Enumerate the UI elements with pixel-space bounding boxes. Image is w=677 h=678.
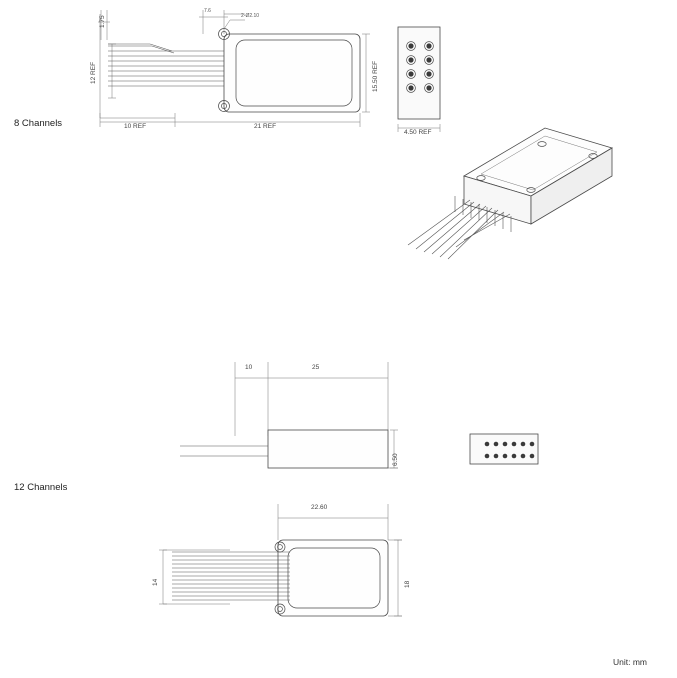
dim-12ch-thickness: 6.50	[392, 453, 399, 466]
dim-8ch-body-height: 15.50 REF	[372, 60, 379, 92]
dim-8ch-fiber-height: 12 REF	[90, 61, 97, 84]
isometric-module	[464, 128, 612, 224]
dim-12ch-body-length: 25	[312, 364, 320, 371]
12ch-side-body	[268, 430, 388, 468]
dim-8ch-body-length: 21 REF	[254, 123, 277, 130]
label-8-channels: 8 Channels	[14, 118, 63, 129]
dim-8ch-fiber-length: 10 REF	[124, 123, 147, 130]
label-unit: Unit: mm	[613, 657, 647, 667]
dim-12ch-fiber-width: 14	[152, 578, 159, 586]
12ch-side-fibers	[180, 446, 268, 456]
8ch-fiber-ribbon	[108, 44, 240, 86]
12ch-top-fiber-ribbon	[172, 552, 290, 600]
12ch-end-view-outline	[470, 434, 538, 464]
8ch-module-outline	[224, 34, 360, 112]
dim-12ch-fiber-length: 10	[245, 364, 253, 371]
12ch-top-body	[278, 540, 388, 616]
dim-12ch-top-body-length: 22.60	[311, 504, 328, 511]
dim-8ch-hole-spacing: 7.6	[204, 8, 211, 14]
label-12-channels: 12 Channels	[14, 482, 68, 493]
dim-8ch-pitch: 1.75	[99, 15, 106, 28]
dim-8ch-end-width: 4.50 REF	[404, 129, 432, 136]
8ch-end-view-outline	[398, 27, 440, 119]
dim-8ch-hole-note: 2-Ø2.10	[241, 13, 260, 19]
dim-12ch-body-width: 18	[404, 580, 411, 588]
